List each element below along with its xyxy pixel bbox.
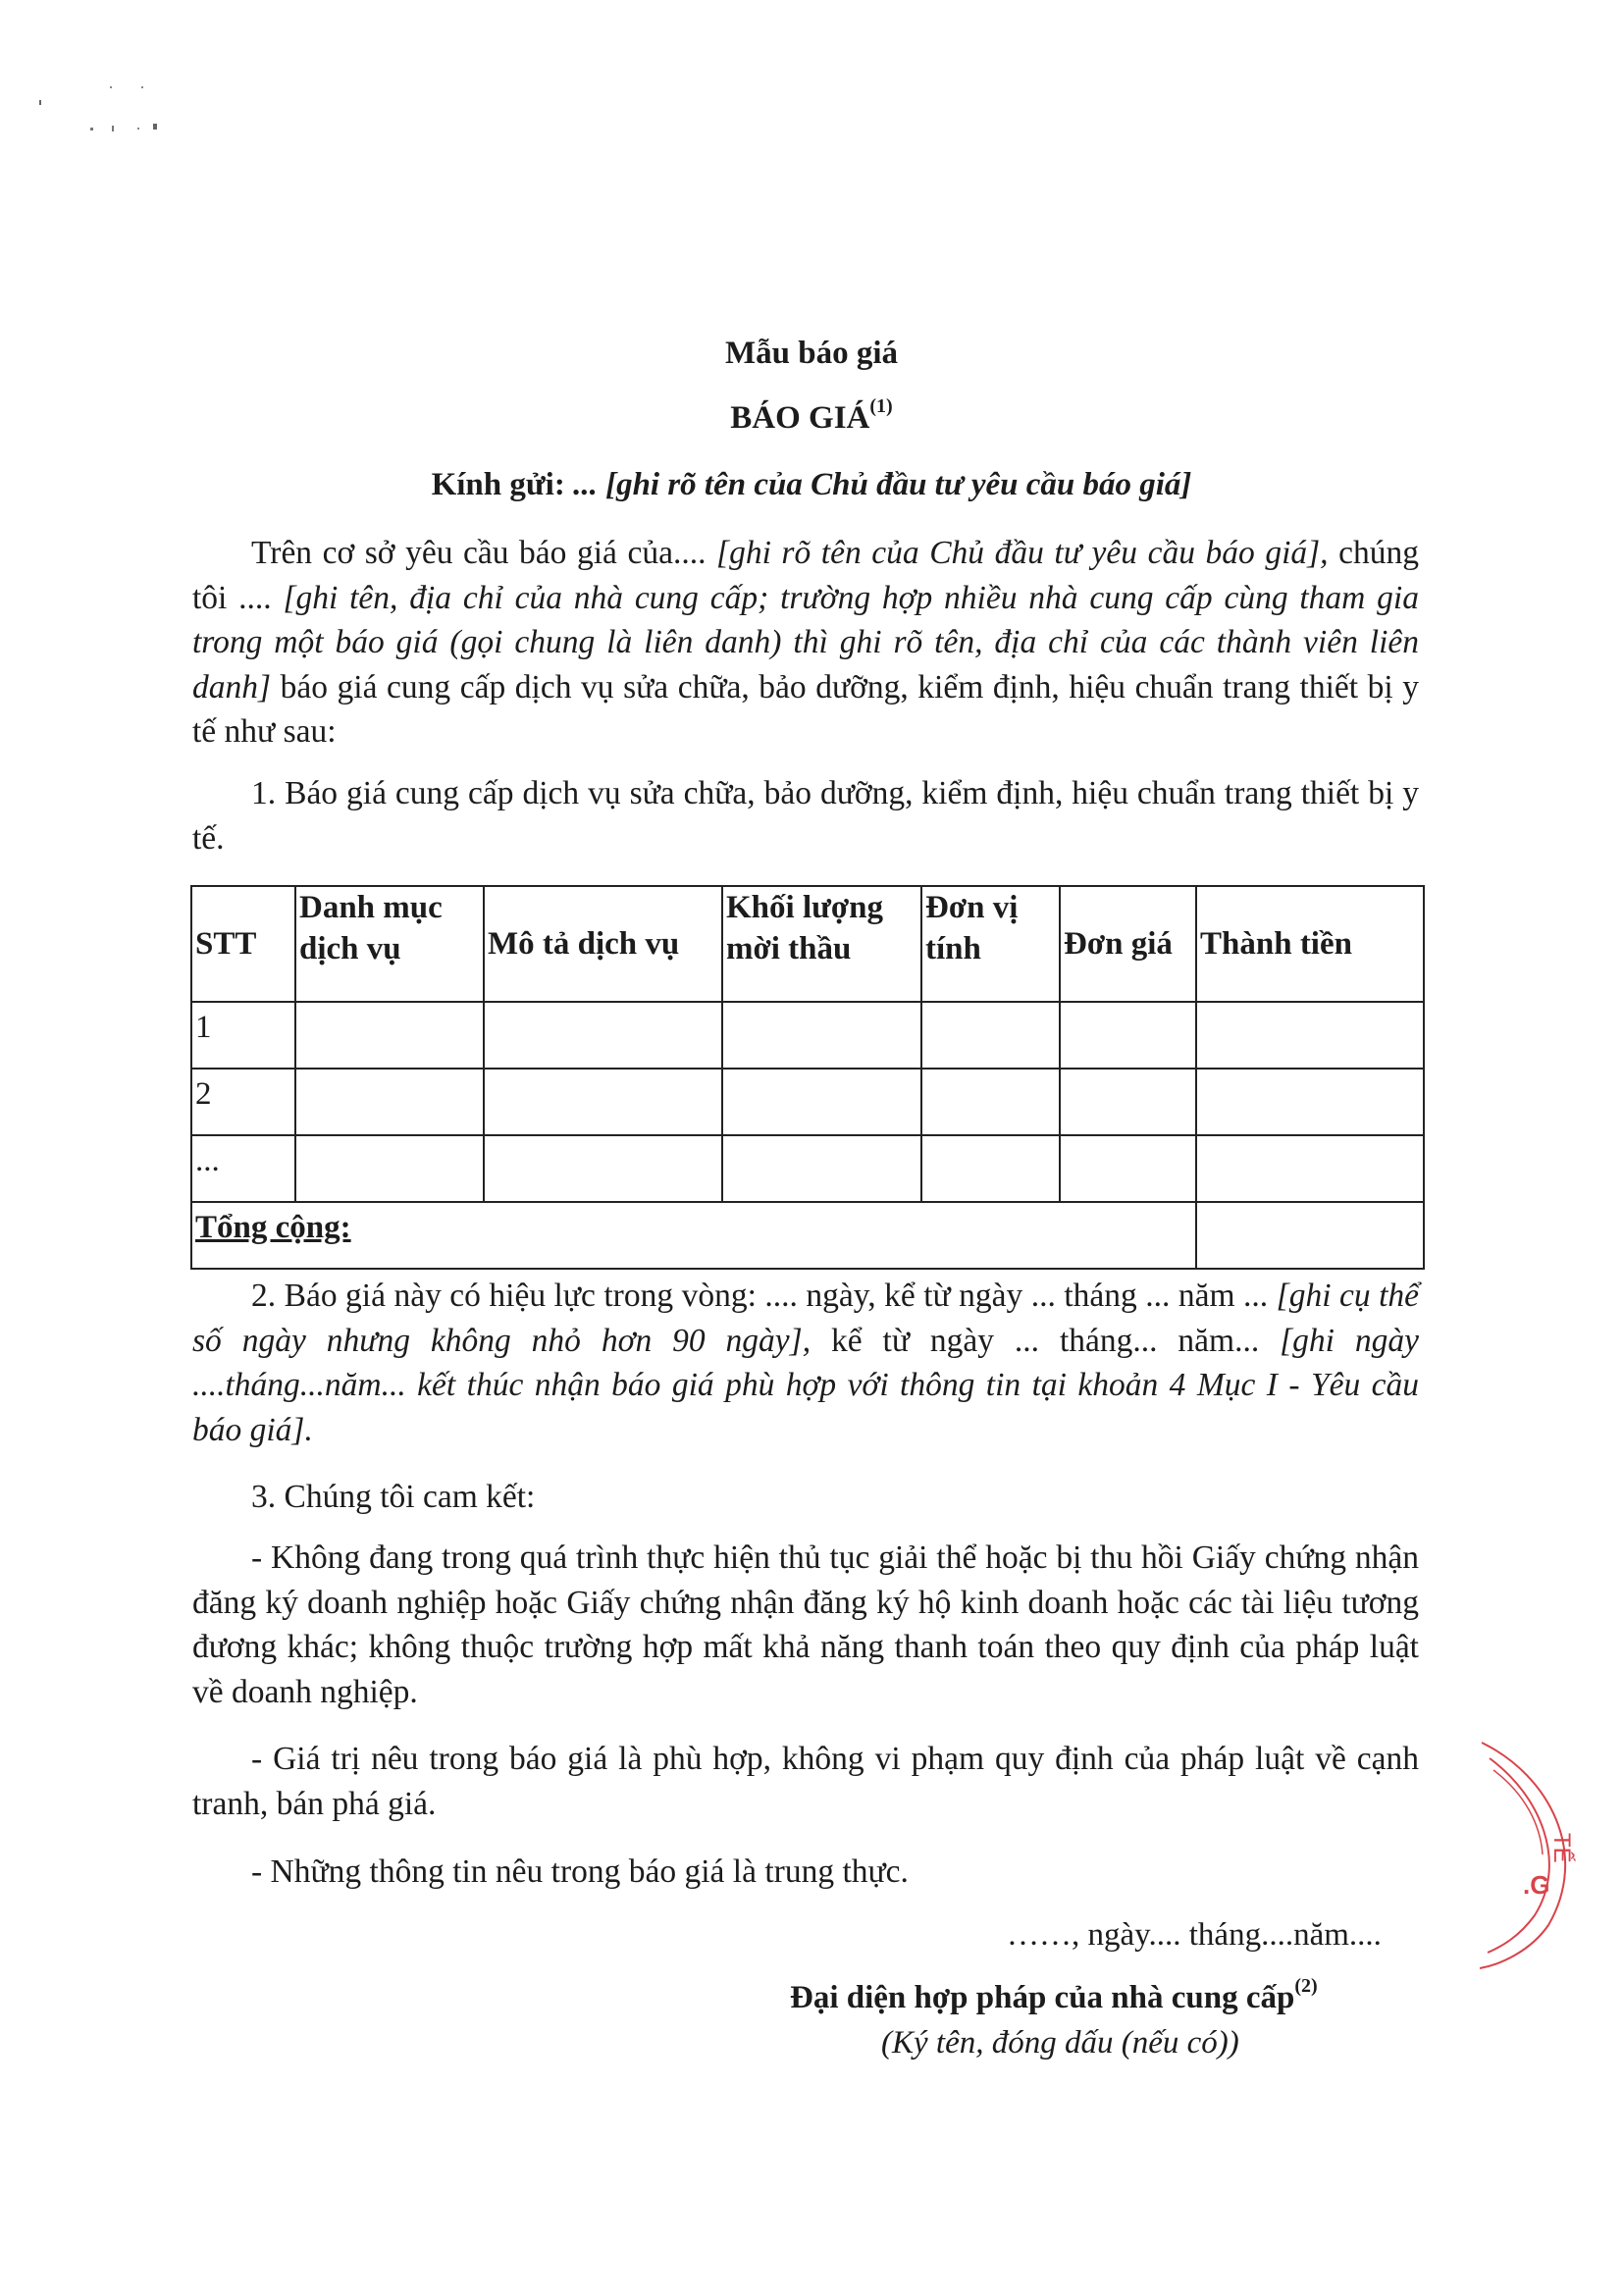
- intro-supplier-italic: [ghi tên, địa chỉ của nhà cung cấp; trường hợp nhiều nhà cung cấp cùng tham gia trong một báo giá (gọi chung là liên danh) thì ghi rõ tên, địa chỉ của các thành viên liên danh]: [192, 579, 1419, 705]
- table-row: [191, 1135, 1424, 1202]
- sign-hint: (Ký tên, đóng dấu (nếu có)): [881, 2025, 1239, 2061]
- table-row: [191, 1002, 1424, 1069]
- commitment-item: [192, 1737, 1419, 1826]
- table-cell: [1196, 1135, 1424, 1202]
- table-cell: [1060, 1002, 1196, 1069]
- row-number: ...: [191, 1135, 295, 1202]
- table-cell: [921, 1069, 1060, 1135]
- commitment-item-text: - Những thông tin nêu trong báo giá là trung thực.: [251, 1853, 909, 1890]
- header-stt: STT: [191, 886, 295, 1002]
- main-title-text: BÁO GIÁ: [730, 400, 870, 436]
- section-2-italic-1: [ghi cụ thể số ngày nhưng không nhỏ hơn 90 ngày],: [192, 1278, 1420, 1359]
- commitment-item: [192, 1536, 1419, 1714]
- table-total-row: [191, 1202, 1424, 1269]
- header-service-description: Mô tả dịch vụ: [484, 886, 722, 1002]
- svg-text:.G: .G: [1523, 1870, 1550, 1900]
- svg-text:TẾ: TẾ: [1548, 1833, 1575, 1863]
- table-cell: [484, 1135, 722, 1202]
- recipient-value: ... [ghi rõ tên của Chủ đầu tư yêu cầu báo giá]: [573, 467, 1192, 502]
- table-cell: [295, 1135, 484, 1202]
- header-amount: Thành tiền: [1196, 886, 1424, 1002]
- header-quantity: Khối lượng mời thầu: [722, 886, 921, 1002]
- commitment-item-text: - Không đang trong quá trình thực hiện thủ tục giải thể hoặc bị thu hồi Giấy chứng nhận đăng ký doanh nghiệp hoặc Giấy chứng nhận đăng ký hộ kinh doanh hoặc các tài liệu tương đương khác; không thuộc trường hợp mất khả năng thanh toán theo quy định của pháp luật về doanh nghiệp.: [192, 1539, 1419, 1710]
- intro-tail: báo giá cung cấp dịch vụ sửa chữa, bảo dưỡng, kiểm định, hiệu chuẩn trang thiết bị y tế như sau:: [192, 668, 1419, 750]
- table-cell: [1060, 1135, 1196, 1202]
- section-2-text: 2. Báo giá này có hiệu lực trong vòng: .... ngày, kể từ ngày ... tháng ... năm ...: [251, 1278, 1269, 1314]
- form-title: Mẫu báo giá: [724, 336, 899, 371]
- section-2-mid: kể từ ngày ... tháng... năm...: [811, 1322, 1260, 1359]
- section-2: [192, 1274, 1419, 1452]
- table-cell: [484, 1069, 722, 1135]
- footnote-marker-1: (1): [869, 395, 893, 417]
- commitment-item-text: - Giá trị nêu trong báo giá là phù hợp, không vi phạm quy định của pháp luật về cạnh tranh, bán phá giá.: [192, 1741, 1419, 1822]
- table-header-row: [191, 886, 1424, 1002]
- total-label: Tổng cộng:: [191, 1202, 1196, 1269]
- scan-specks: [39, 78, 196, 157]
- table-cell: [295, 1069, 484, 1135]
- main-title: [0, 395, 1623, 437]
- recipient-line: [0, 467, 1623, 503]
- section-2-italic-2: [ghi ngày ....tháng...năm... kết thúc nhận báo giá phù hợp với thông tin tại khoản 4 Mục I - Yêu cầu báo giá].: [192, 1322, 1419, 1448]
- section-3-heading-text: 3. Chúng tôi cam kết:: [251, 1479, 536, 1515]
- table-row: [191, 1069, 1424, 1135]
- table-cell: [722, 1135, 921, 1202]
- footnote-marker-2: (2): [1294, 1975, 1318, 1997]
- quote-table: [190, 885, 1425, 1270]
- table-cell: [295, 1002, 484, 1069]
- table-cell: [921, 1002, 1060, 1069]
- date-line: ……, ngày.... tháng....năm....: [1007, 1917, 1382, 1953]
- table-cell: [921, 1135, 1060, 1202]
- total-value-cell: [1196, 1202, 1424, 1269]
- intro-lead-italic: [ghi rõ tên của Chủ đầu tư yêu cầu báo giá],: [706, 535, 1329, 571]
- commitment-item: [192, 1850, 1419, 1895]
- section-1-text: 1. Báo giá cung cấp dịch vụ sửa chữa, bảo dưỡng, kiểm định, hiệu chuẩn trang thiết bị y tế.: [192, 775, 1419, 857]
- section-1: [192, 771, 1419, 861]
- header-unit: Đơn vị tính: [921, 886, 1060, 1002]
- table-cell: [1196, 1002, 1424, 1069]
- row-number: 1: [191, 1002, 295, 1069]
- table-cell: [722, 1069, 921, 1135]
- row-number: 2: [191, 1069, 295, 1135]
- signer-title-text: Đại diện hợp pháp của nhà cung cấp: [790, 1980, 1295, 2015]
- table-cell: [484, 1002, 722, 1069]
- recipient-label: Kính gửi:: [431, 467, 565, 502]
- header-service-list: Danh mục dịch vụ: [295, 886, 484, 1002]
- table-cell: [1060, 1069, 1196, 1135]
- header-unit-price: Đơn giá: [1060, 886, 1196, 1002]
- table-cell: [1196, 1069, 1424, 1135]
- intro-we: chúng tôi ....: [192, 535, 1419, 616]
- table-cell: [722, 1002, 921, 1069]
- signer-title: [790, 1975, 1318, 2016]
- intro-paragraph: [192, 531, 1419, 755]
- section-3-heading: [192, 1475, 1419, 1520]
- intro-lead: Trên cơ sở yêu cầu báo giá của....: [251, 535, 707, 571]
- red-stamp-partial: [1472, 1737, 1590, 1972]
